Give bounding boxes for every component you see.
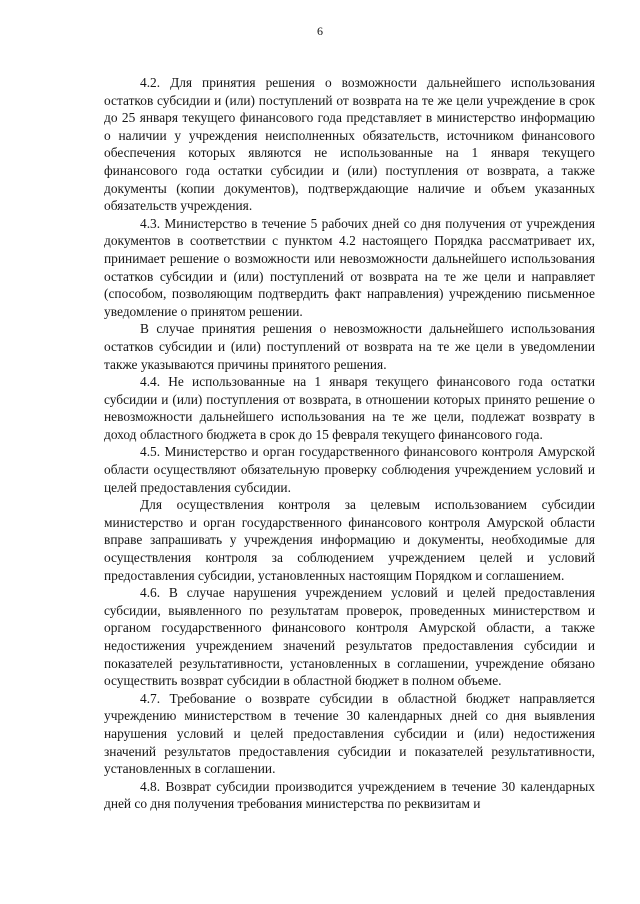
paragraph-4-7: 4.7. Требование о возврате субсидии в областной бюджет направляется учреждению министерством в течение 30 календарных дней со дня выявления нарушения условий и целей предоставления субсидии и (или) недостижения значений результатов предоставления субсидии и показателей результативности, установленных в соглашении. (104, 690, 595, 777)
page-number: 6 (317, 24, 323, 38)
paragraph-4-3: 4.3. Министерство в течение 5 рабочих дней со дня получения от учреждения документов в соответствии с пунктом 4.2 настоящего Порядка рассматривает их, принимает решение о возможности или невозможности дальнейшего использования остатков субсидии и (или) поступлений от возврата на те же цели и направляет (способом, позволяющим подтвердить факт направления) учреждению письменное уведомление о принятом решении. (104, 215, 595, 319)
paragraph-4-6: 4.6. В случае нарушения учреждением условий и целей предоставления субсидии, выявленного по результатам проверок, проведенных министерством и органом государственного финансового контроля Амурской области, а также недостижения учреждением значений результатов предоставления субсидии и показателей результативности, установленных в соглашении, учреждение обязано осуществить возврат субсидии в областной бюджет в полном объеме. (104, 585, 595, 689)
paragraph-4-5: 4.5. Министерство и орган государственного финансового контроля Амурской области осуществляют обязательную проверку соблюдения учреждением условий и целей предоставления субсидии. (104, 444, 595, 495)
paragraph-4-2: 4.2. Для принятия решения о возможности дальнейшего использования остатков субсидии и (или) поступлений от возврата на те же цели учреждение в срок до 25 января текущего финансового года представляет в министерство информацию о наличии у учреждения неисполненных обязательств, источником финансового обеспечения которых являются не использованные на 1 января текущего финансового года остатки субсидии и (или) поступления от возврата, а также документы (копии документов), подтверждающие наличие и объем указанных обязательств учреждения. (104, 75, 595, 214)
paragraph-4-3-refusal: В случае принятия решения о невозможности дальнейшего использования остатков субсидии и (или) поступлений от возврата на те же цели в уведомлении также указываются причины принятого решения. (104, 321, 595, 372)
paragraph-4-5-control: Для осуществления контроля за целевым использованием субсидии министерство и орган государственного финансового контроля Амурской области вправе запрашивать у учреждения информацию и документы, необходимые для осуществления контроля за соблюдением учреждением целей и условий предоставления субсидии, установленных настоящим Порядком и соглашением. (104, 497, 595, 583)
document-body (104, 74, 595, 813)
paragraph-4-8: 4.8. Возврат субсидии производится учреждением в течение 30 календарных дней со дня получения требования министерства по реквизитам и (104, 778, 595, 812)
paragraph-4-4: 4.4. Не использованные на 1 января текущего финансового года остатки субсидии и (или) поступления от возврата, в отношении которых принято решение о невозможности дальнейшего использования на те же цели, подлежат возврату в доход областного бюджета в срок до 15 февраля текущего финансового года. (104, 374, 595, 442)
